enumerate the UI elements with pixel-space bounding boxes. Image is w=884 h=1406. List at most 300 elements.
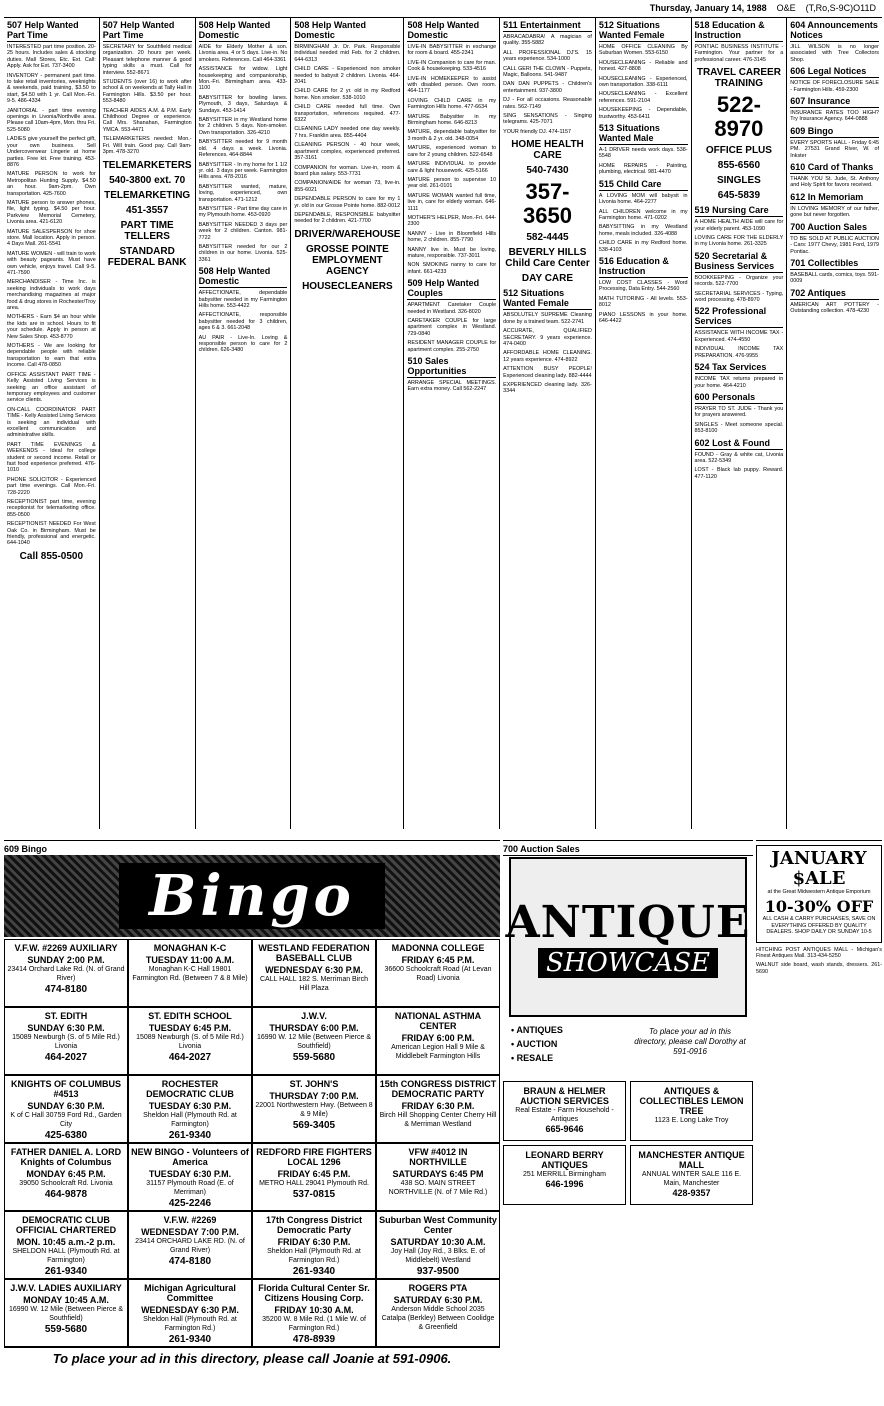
section-heading: 513 Situations Wanted Male (599, 123, 688, 145)
auction-listing-info: 251 MERRILL Birmingham (523, 1171, 606, 1178)
classified-ad: AFFECTIONATE, dependable babysitter needed in my Farmington Hills home. 553-4422 (198, 290, 288, 309)
antique-ad: WALNUT side board, wash stands, dressers. 261-5690 (756, 962, 882, 975)
classified-ad: DEPENDABLE, RESPONSIBLE babysitter needed for 2 children. 421-7700 (294, 211, 401, 225)
classified-ad: AMERICAN ART POTTERY - Outstanding collection. 478-4230 (790, 301, 879, 315)
bingo-phone: 569-3405 (292, 1120, 336, 1131)
showcase-word: SHOWCASE (538, 948, 718, 978)
classified-ad: HOUSECLEANING - Experienced, own transportation. 338-6111 (598, 75, 688, 89)
bingo-banner-word: Bingo (119, 863, 385, 929)
auction-listing-phone: 428-9357 (672, 1188, 711, 1198)
bingo-time: TUESDAY 11:00 A.M. (145, 955, 235, 965)
classified-ad: ACCURATE, QUALIFIED SECRETARY. 9 years experience. 474-0400 (503, 328, 592, 347)
classified-ad: NANNY - Live in Bloomfield Hills home, 2 children. 855-7790 (407, 230, 497, 244)
bingo-phone: 261-9340 (44, 1266, 88, 1277)
classified-ad: ASSISTANCE WITH INCOME TAX - Experienced. 474-4550 (694, 330, 784, 343)
bingo-footer-note: To place your ad in this directory, please call Joanie at 591-0906. (4, 1347, 500, 1369)
bingo-location: 15089 Newburgh (S. of 5 Mile Rd.) Livonia (12, 1034, 120, 1050)
classified-ad: AFFECTIONATE, responsible babysitter needed for 3 children, ages 6 & 3. 661-2048 (198, 312, 288, 332)
bingo-listing (252, 939, 376, 1007)
sale-store: at the Great Midwestern Antique Emporium (767, 889, 871, 895)
classified-ad: MATURE, experienced woman to care for 2 young children. 522-6548 (407, 145, 497, 158)
bingo-directory (4, 840, 500, 1368)
classified-ad: MATURE INDIVIDUAL to provide care & light housework. 425-5166 (407, 161, 497, 174)
classified-ad: HOUSECLEANING - Reliable and honest. 427-8808 (598, 59, 688, 73)
auction-listing-info: Real Estate - Farm Household - Antiques (515, 1107, 614, 1123)
auction-section-heading: 700 Auction Sales (503, 844, 753, 856)
display-ad-text: STANDARD FEDERAL BANK (107, 245, 187, 268)
bingo-listing (128, 1007, 252, 1075)
auction-listing (630, 1081, 753, 1141)
auction-note: To place your ad in this directory, please call Dorothy at 591-0916 (634, 1027, 746, 1056)
bingo-listing (376, 1075, 500, 1143)
bingo-host: MONAGHAN K-C (153, 943, 227, 953)
bingo-location: SHELDON HALL (Plymouth Rd. at Farmington) (12, 1248, 120, 1264)
section-heading: 612 In Memoriam (790, 192, 879, 204)
classified-ad: RESIDENT MANAGER COUPLE for apartment complex. 255-2750 (407, 340, 497, 353)
classified-ad: LIVE-IN HOMEKEEPER to assist with disabled person. Own room. 464-1177 (407, 75, 497, 95)
section-heading: 507 Help Wanted Part Time (103, 20, 192, 42)
classified-ad: DJ - For all occasions. Reasonable rates. 562-7149 (503, 97, 592, 110)
classified-ad: CARETAKER COUPLE for large apartment complex in Westland. 729-0840 (407, 318, 497, 337)
classified-ad: BABYSITTER in my Westland home for 2 children. 5 days. Non-smoker. Own transportation. 326-4210 (198, 117, 288, 136)
bingo-location: 16990 W. 12 Mile (Between Pierce & Southfield) (256, 1034, 371, 1050)
bingo-time: SATURDAY 10:30 A.M. (390, 1237, 486, 1247)
bingo-location: 36600 Schoolcraft Road (At Levan Road) Livonia (384, 966, 492, 982)
bingo-host: MADONNA COLLEGE (391, 943, 485, 953)
bingo-location: Sheldon Hall (Plymouth Rd. at Farmington) (143, 1112, 237, 1128)
auction-listing-info: ANNUAL WINTER SALE 116 E. Main, Manchester (641, 1171, 742, 1187)
classified-ad: LOW COST CLASSES - Word Processing, Data Entry. 544-2560 (598, 279, 688, 293)
display-ad-text: 582-4445 (526, 232, 569, 244)
sale-percent: 10-30% OFF (764, 897, 874, 917)
classified-ad: A HOME HEALTH AIDE will care for your elderly parent. 453-1090 (694, 219, 784, 232)
classified-ad: PHONE SOLICITOR - Experienced part time evenings. Call Mon.-Fri. 728-2220 (7, 476, 96, 496)
classified-ad: ATTENTION BUSY PEOPLE! Experienced cleaning lady. 882-4444 (503, 366, 592, 379)
bingo-time: TUESDAY 6:30 P.M. (148, 1169, 232, 1179)
display-ad-text: SINGLES (716, 175, 761, 187)
auction-bullet: • ANTIQUES (511, 1025, 563, 1035)
display-ad-text: 522-8970 (714, 92, 764, 142)
bingo-location: CALL HALL 182 S. Merriman Birch Hill Plaza (259, 976, 369, 992)
section-heading: 600 Personals (695, 392, 784, 404)
bingo-time: THURSDAY 6:00 P.M. (269, 1023, 359, 1033)
classified-ad: HOUSEKEEPING - Dependable, trustworthy. 453-6411 (598, 107, 688, 120)
section-heading: 604 Announcements Notices (790, 20, 878, 40)
bingo-host: DEMOCRATIC CLUB OFFICIAL CHARTERED (15, 1215, 117, 1235)
classified-ad: ON-CALL COORDINATOR PART TIME - Kelly Assisted Living Services is seeking an individual with excellent communication and administrative skills. (7, 406, 96, 439)
classified-column (596, 18, 692, 829)
classified-ad: NANNY live in. Must be loving, mature, responsible. 737-3011 (407, 246, 497, 259)
header-date: Thursday, January 14, 1988 (649, 3, 767, 13)
classified-ad: LIVE-IN Companion to care for man. Cook & housekeeping. 533-4516 (407, 59, 497, 73)
display-ad-text: DRIVER/WAREHOUSE (294, 228, 401, 240)
classified-ad: SING SENSATIONS - Singing telegrams. 425-7071 (503, 113, 592, 126)
classified-ad: SECRETARY for Southfield medical organization. 20 hours per week. Pleasant telephone manner & good typing skills a must. Call for interview. 552-8671 (102, 44, 192, 76)
bingo-location: 35200 W. 8 Mile Rd. (1 Mile W. of Farmington Rd.) (262, 1316, 366, 1332)
classified-ad: LOVING CHILD CARE in my Farmington Hills home. 477-6634 (407, 97, 497, 111)
bingo-host: J.W.V. (301, 1011, 327, 1021)
bingo-section-heading: 609 Bingo (4, 844, 500, 856)
bingo-location: American Legion Hall 9 Mile & Middlebelt Farmington Hills (391, 1044, 485, 1060)
display-ad-text: OFFICE PLUS (705, 145, 772, 157)
bingo-time: TUESDAY 6:30 P.M. (148, 1101, 232, 1111)
classified-ad: CHILD CARE for 2 yr. old in my Redford home. Non smoker. 538-1010 (294, 88, 401, 101)
section-heading: 610 Card of Thanks (790, 162, 879, 174)
classified-ad: PART TIME EVENINGS & WEEKENDS - Ideal for college student or second income. Retail or fast food experience preferred. 476-1010 (7, 441, 96, 474)
bingo-phone: 464-9878 (44, 1189, 88, 1200)
classified-ad: CHILD CARE in my Redford home. 538-4103 (598, 240, 688, 253)
classified-ad: BABYSITTER needed for our 2 children in our home. Livonia. 525-3361 (198, 243, 288, 263)
bingo-phone: 474-8180 (168, 1256, 212, 1267)
bingo-location: Sheldon Hall (Plymouth Rd. at Farmington Rd.) (267, 1248, 361, 1264)
classified-ad: OFFICE ASSISTANT PART TIME - Kelly Assisted Living Services is seeking an office assistant of temporary employees and customer service clients. (7, 371, 96, 404)
classified-column (196, 18, 292, 829)
bingo-time: SUNDAY 6:30 P.M. (27, 1023, 105, 1033)
section-heading: 700 Auction Sales (790, 222, 879, 234)
classified-ad: BABYSITTER wanted, mature, loving, experienced, own transportation. 471-1212 (198, 183, 288, 203)
classified-ad: CLEANING PERSON - 40 hour week, apartment complex, experienced preferred. 357-3161 (294, 142, 401, 162)
bingo-listing (376, 939, 500, 1007)
classified-column (500, 18, 596, 829)
classified-ad: BABYSITTER - In my home for 1 1/2 yr. old. 3 days per week. Farmington Hills area. 478-2016 (198, 161, 288, 181)
section-heading: 508 Help Wanted Domestic (199, 266, 288, 288)
bingo-host: V.F.W. #2269 (163, 1215, 217, 1225)
classified-ad: PRAYER TO ST. JUDE - Thank you for prayers answered. (694, 405, 784, 419)
antique-showcase-banner (505, 857, 751, 1017)
classified-ad: NOTICE OF FORECLOSURE SALE - Farmington Hills. 459-2300 (790, 80, 879, 93)
display-ad-text: Call 855-0500 (19, 550, 84, 562)
section-heading: 509 Help Wanted Couples (407, 278, 496, 300)
classified-ad: CLEANING LADY needed one day weekly. 7 hrs. Franklin area. 855-4404 (294, 126, 401, 139)
bingo-listing (4, 1075, 128, 1143)
section-heading: 609 Bingo (790, 126, 879, 138)
bingo-host: ROCHESTER DEMOCRATIC CLUB (146, 1079, 234, 1099)
bingo-listing (376, 1279, 500, 1347)
display-ad-text: HOUSECLEANERS (302, 280, 393, 292)
classified-ad: BABYSITTER needed for 9 month old. 4 days a week. Livonia. References. 464-8844 (198, 139, 288, 159)
bingo-location: K of C Hall 30759 Ford Rd., Garden City (10, 1112, 122, 1128)
bingo-listing (4, 1279, 128, 1347)
section-heading: 602 Lost & Found (695, 438, 784, 450)
classified-column (404, 18, 500, 829)
bingo-location: Monaghan K-C Hall 19801 Farmington Rd. (Between 7 & 8 Mile) (132, 966, 248, 982)
bingo-host: REDFORD FIRE FIGHTERS LOCAL 1296 (256, 1147, 372, 1167)
bingo-time: WEDNESDAY 6:30 P.M. (265, 965, 363, 975)
section-heading: 702 Antiques (790, 288, 879, 300)
classified-ad: INDIVIDUAL INCOME TAX PREPARATION. 476-9955 (694, 346, 784, 359)
bingo-location: METRO HALL 29041 Plymouth Rd. (259, 1180, 369, 1187)
header-code: (T,Ro,S-9C)O11D (805, 3, 876, 13)
display-ad-text: TELEMARKETING (104, 189, 191, 201)
classified-ad: YOUR friendly DJ. 474-1157 (503, 128, 572, 135)
bingo-listing (4, 1211, 128, 1279)
classified-ad: ASSISTANCE for widow. Light housekeeping and companionship, Mon.-Fri. Birmingham area. 433-1100 (198, 66, 288, 92)
bingo-location: Sheldon Hall (Plymouth Rd. at Farmington Rd.) (143, 1316, 237, 1332)
display-ad-text: 540-3800 ext. 70 (109, 174, 186, 186)
classified-ad: AIDE for Elderly Mother & son. Livonia area. 4 or 5 days. Live-in. No smokers. References. Call 464-3361 (198, 44, 288, 63)
january-sale-ad (756, 845, 882, 943)
bingo-host: 15th CONGRESS DISTRICT DEMOCRATIC PARTY (379, 1079, 497, 1099)
bingo-location: 22001 Northwestern Hwy. (Between 8 & 9 Mile) (255, 1102, 373, 1118)
bingo-host: 17th Congress District Democratic Party (265, 1215, 363, 1235)
section-heading: 516 Education & Instruction (599, 256, 688, 278)
classified-ad: BABYSITTER - Part time day care in my Plymouth home. 453-0920 (198, 205, 288, 219)
section-heading: 524 Tax Services (695, 362, 784, 374)
bingo-listing (128, 1279, 252, 1347)
auction-listing (503, 1081, 626, 1141)
bingo-host: V.F.W. #2269 AUXILIARY (14, 943, 118, 953)
classified-column (291, 18, 404, 829)
bingo-listing (128, 1075, 252, 1143)
bingo-time: FRIDAY 10:30 A.M. (274, 1305, 354, 1315)
bingo-host: J.W.V. LADIES AUXILIARY (10, 1283, 122, 1293)
classified-ad: A LOVING MOM will babysit in Livonia home. 464-2277 (598, 192, 688, 206)
bingo-phone: 559-5680 (44, 1324, 88, 1335)
classified-ad: LADIES give yourself the perfect gift, your own business. Sell Undercoverwear Lingerie at home parties. Free kit. Free training. 453-8876 (7, 136, 96, 168)
classified-ad: DEPENDABLE PERSON to care for my 1 yr. old in our Grosse Pointe home. 882-0012 (294, 196, 401, 209)
display-ad-text: HOME HEALTH CARE (511, 139, 584, 162)
antique-ad: HITCHING POST ANTIQUES MALL - Michigan's Finest Antiques Mall. 313-434-5250 (756, 946, 882, 960)
auction-listing-phone: 646-1996 (545, 1179, 584, 1189)
bingo-time: FRIDAY 6:45 P.M. (277, 1169, 351, 1179)
classified-ad: ALL CHILDREN welcome in my Farmington home. 471-0202 (598, 208, 688, 221)
classified-ad: LIVE-IN BABYSITTER in exchange for room & board. 455-2341 (407, 44, 497, 57)
classified-column (100, 18, 196, 829)
bingo-time: MONDAY 6:45 P.M. (26, 1169, 106, 1179)
auction-bullet: • AUCTION (511, 1039, 558, 1049)
display-ad-text: TELEMARKETERS (102, 159, 192, 171)
classified-ad: CHILD CARE - Experienced non smoker needed to babysit 2 children. Livonia. 464-2041 (294, 66, 401, 86)
bingo-time: WEDNESDAY 6:30 P.M. (141, 1305, 239, 1315)
bingo-host: WESTLAND FEDERATION BASEBALL CLUB (258, 943, 370, 963)
classified-ad: FOUND - Gray & white cat, Livonia area. 522-5349 (694, 451, 784, 464)
classified-ad: AU PAIR - Live-In. Loving & responsible person to care for 2 children. 626-3480 (198, 334, 288, 354)
bingo-location: 39050 Schoolcraft Rd. Livonia (19, 1180, 113, 1187)
auction-listing (503, 1145, 626, 1205)
classified-ad: SECRETARIAL SERVICES - Typing, word processing. 478-8970 (694, 290, 784, 304)
display-ad-text: GROSSE POINTE EMPLOYMENT AGENCY (305, 243, 389, 277)
section-heading: 510 Sales Opportunities (407, 356, 496, 378)
bingo-host: ROGERS PTA (408, 1283, 468, 1293)
section-heading: 508 Help Wanted Domestic (407, 20, 496, 42)
classified-ad: MATURE Babysitter in my Birmingham home. 646-8213 (407, 113, 497, 127)
header-paper: O&E (776, 3, 796, 13)
display-ad-text: 357-3650 (523, 179, 572, 229)
display-ad-text: 645-5839 (717, 190, 761, 202)
classified-ad: MATURE, dependable babysitter for 3 month & 2 yr. old. 348-0054 (407, 129, 497, 142)
bingo-location: Birch Hill Shopping Center Cherry Hill & Merriman Westland (379, 1112, 497, 1128)
classified-column (4, 18, 100, 829)
bingo-banner (4, 855, 500, 937)
bingo-time: FRIDAY 6:45 P.M. (401, 955, 475, 965)
display-ad-text: TRAVEL CAREER TRAINING (696, 67, 781, 90)
classified-ad: INTERESTED part time position. 20-25 hours. Includes sales & stocking duties. Mall Stores, Etc. Ext. Call: Apply. Ask for Ext. 737-3400 (7, 44, 96, 70)
bingo-time: SUNDAY 2:00 P.M. (27, 955, 105, 965)
auction-listing (630, 1145, 753, 1205)
bingo-location: 23414 Orchard Lake Rd. (N. of Grand River) (7, 966, 125, 982)
section-heading: 508 Help Wanted Domestic (294, 20, 400, 42)
classified-ad: JILL WILSON is no longer associated with Tree Collectors Shop. (790, 44, 879, 63)
bingo-listing (4, 939, 128, 1007)
auction-ads (503, 1081, 753, 1205)
classified-ad: ABRACADABRA! A magician of quality. 355-5882 (503, 34, 592, 47)
section-heading: 520 Secretarial & Business Services (695, 251, 784, 273)
classified-ad: HOUSECLEANING - Excellent references. 591-2104 (598, 91, 688, 104)
bingo-grid (4, 939, 500, 1347)
classified-ad: PONTIAC BUSINESS INSTITUTE - Farmington. Your partner for a professional career. 476-3145 (694, 44, 784, 63)
bingo-host: KNIGHTS OF COLUMBUS #4513 (11, 1079, 121, 1099)
right-ads (756, 947, 882, 976)
bingo-phone: 474-8180 (44, 984, 88, 995)
bingo-listing (252, 1211, 376, 1279)
bingo-host: FATHER DANIEL A. LORD Knights of Columbus (10, 1147, 122, 1167)
bingo-host: Michigan Agricultural Committee (144, 1283, 236, 1303)
auction-listing-info: 1123 E. Long Lake Troy (654, 1117, 729, 1124)
classified-ad: BABYSITTING in my Westland home, meals included. 326-4088 (598, 224, 688, 237)
bingo-listing (252, 1143, 376, 1211)
sale-detail: ALL CASH & CARRY PURCHASES, SAVE ON EVERYTHING OFFERED BY QUALITY DEALERS. SHOP DAILY OR SUNDAY 10-5 (762, 916, 876, 936)
section-heading: 606 Legal Notices (790, 66, 879, 78)
classified-ad: CHILD CARE needed full time. Own transportation, references required. 477-6322 (294, 104, 401, 124)
classified-ad: MOTHERS - Earn $4 an hour while the kids are in school. Hours to fit your schedule. Apply in person at New Sales Shop. 453-8770 (7, 314, 96, 340)
bingo-location: 31157 Plymouth Road (E. of Merriman) (146, 1180, 234, 1196)
classified-ad: ALL PROFESSIONAL DJ'S. 15 years experience. 534-1000 (503, 49, 592, 63)
section-heading: 511 Entertainment (503, 20, 592, 32)
classified-ad: HOME OFFICE CLEANING By Suburban Women. 553-6150 (598, 44, 688, 57)
classified-ad: MERCHANDISER - Time Inc. is seeking individuals to work days merchandising magazines at major food & drug stores in Rochester/Troy area. (7, 279, 96, 312)
bingo-host: Suburban West Community Center (379, 1215, 497, 1235)
bingo-listing (376, 1143, 500, 1211)
antique-showcase (503, 840, 753, 1368)
bingo-phone: 478-8939 (292, 1334, 336, 1345)
section-heading: 607 Insurance (790, 96, 879, 108)
classified-ad: MATURE SALESPERSON for shoe store. Mall location. Apply in person. 4 Days Mall. 261-5541 (7, 228, 96, 248)
classifieds-columns (4, 17, 882, 829)
section-heading: 522 Professional Services (695, 306, 784, 328)
classified-ad: BOOKKEEPING - Organize your records. 522-7700 (694, 274, 784, 288)
section-heading: 519 Nursing Care (695, 205, 784, 217)
bingo-listing (252, 1279, 376, 1347)
auction-bullet: • RESALE (511, 1053, 554, 1063)
bingo-time: MON. 10:45 a.m.-2 p.m. (16, 1237, 116, 1247)
bingo-location: 438 SO. MAIN STREET NORTHVILLE (N. of 7 Mile Rd.) (388, 1180, 488, 1196)
bingo-phone: 425-6380 (44, 1130, 88, 1141)
bingo-host: VFW #4012 IN NORTHVILLE (408, 1147, 468, 1167)
classified-ad: INSURANCE RATES TOO HIGH? Try Insurance Agency. 644-0888 (790, 110, 879, 123)
classified-ad: AFFORDABLE HOME CLEANING. 12 years experience. 474-8922 (503, 350, 592, 363)
classified-ad: MOTHERS - We are looking for dependable people with reliable transportation to earn that extra income. Call 478-0850 (7, 343, 96, 369)
classified-ad: LOVING CARE FOR THE ELDERLY in my Livonia home. 261-3325 (694, 235, 784, 248)
bingo-host: NATIONAL ASTHMA CENTER (394, 1011, 482, 1031)
bingo-time: SUNDAY 6:30 P.M. (27, 1101, 105, 1111)
classified-ad: RECEPTIONIST part time, evening receptionist for telemarketing office. 855-0500 (7, 499, 96, 518)
classified-ad: TEACHER AIDES A.M. & P.M. Early Childhood Degree or experience. Call Mrs. Shanahan, Farmington YMCA. 553-4471 (102, 107, 192, 133)
bingo-location: Anderson Middle School 2035 Catalpa (Berkley) Between Coolidge & Greenfield (381, 1306, 495, 1331)
display-ad-text: 855-6560 (717, 160, 761, 172)
classified-ad: BASEBALL cards, comics, toys. 591-0009 (790, 271, 879, 285)
classified-ad: LOST - Black lab puppy. Reward. 477-1120 (694, 467, 784, 480)
classified-ad: COMPANION/AIDE for woman 73, live-in. 855-6021 (294, 180, 401, 193)
classified-ad: MOTHER'S HELPER, Mon.-Fri. 644-2300 (407, 214, 497, 228)
classified-ad: JANITORIAL - part time evening openings in Livonia/Northville area. Please call 10am-4pm, Mon. thru Fri. 525-5080 (7, 107, 96, 133)
section-heading: 515 Child Care (599, 179, 688, 191)
classified-ad: STUDENTS (over 16) to work after school & on weekends at Tally Hall in Farmington Hills. $3.50 per hour. 553-8480 (102, 79, 192, 105)
bingo-phone: 464-2027 (168, 1052, 212, 1063)
classified-column (692, 18, 788, 829)
bingo-listing (4, 1143, 128, 1211)
bingo-time: FRIDAY 6:30 P.M. (277, 1237, 351, 1247)
section-heading: 508 Help Wanted Domestic (199, 20, 288, 42)
classified-ad: EVERY SPORTS HALL - Friday 6:45 PM. 27531 Grand River, W. of Inkster (790, 139, 879, 159)
auction-listing-name: LEONARD BERRY ANTIQUES (525, 1150, 604, 1170)
auction-listing-name: BRAUN & HELMER AUCTION SERVICES (520, 1086, 609, 1106)
bingo-listing (4, 1007, 128, 1075)
bingo-phone: 261-9340 (292, 1266, 336, 1277)
bingo-host: ST. EDITH SCHOOL (148, 1011, 232, 1021)
classified-ad: ARRANGE SPECIAL MEETINGS. Earn extra money. Call 562-2247 (407, 380, 497, 393)
bingo-time: FRIDAY 6:00 P.M. (401, 1033, 475, 1043)
classified-ad: TO BE SOLD AT PUBLIC AUCTION - Cars: 1977 Chevy, 1981 Ford, 1979 Pontiac. (790, 235, 879, 255)
bingo-listing (252, 1075, 376, 1143)
bingo-time: SATURDAY 6:30 P.M. (393, 1295, 483, 1305)
bingo-time: FRIDAY 6:30 P.M. (401, 1101, 475, 1111)
classified-ad: MATURE WOMAN wanted full time, live in, care for elderly woman. 646-1111 (407, 192, 497, 212)
section-heading: 512 Situations Wanted Female (503, 288, 592, 310)
bingo-listing (128, 1211, 252, 1279)
auction-listing-name: MANCHESTER ANTIQUE MALL (638, 1150, 745, 1170)
bingo-listing (128, 1143, 252, 1211)
classified-ad: ABSOLUTELY SUPREME Cleaning done by a trained team. 522-2741 (503, 312, 592, 325)
page-header (0, 0, 884, 16)
display-ad-text: BEVERLY HILLS Child Care Center (505, 247, 590, 270)
classified-ad: A-1 DRIVER needs work days. 538-5548 (598, 147, 688, 160)
classified-ad: MATURE WOMEN - will train to work with beauty pageants. Must have own vehicle, enjoys travel. Call 9-5. 471-7590 (7, 250, 96, 276)
bingo-host: ST. EDITH (44, 1011, 88, 1021)
bingo-phone: 261-9340 (168, 1130, 212, 1141)
classified-ad: COMPANION for woman. Live-in, room & board plus salary. 553-7731 (294, 164, 401, 177)
bingo-host: NEW BINGO - Volunteers of America (131, 1147, 249, 1167)
classified-ad: BIRMINGHAM Jr. Dr. Park. Responsible individual needed mid Feb. for 2 children. 644-6313 (294, 44, 401, 63)
bingo-host: ST. JOHN'S (289, 1079, 339, 1089)
section-heading: 512 Situations Wanted Female (599, 20, 688, 42)
bingo-host: Florida Cultural Center Sr. Citizens Housing Corp. (258, 1283, 370, 1303)
classified-ad: MATURE person to supervise 10 year old. 261-0101 (407, 176, 497, 190)
classified-ad: MATH TUTORING - All levels. 553-8012 (598, 295, 688, 309)
bingo-listing (252, 1007, 376, 1075)
display-ad-text: 540-7430 (526, 165, 569, 177)
classified-ad: BABYSITTER for bowling lanes. Plymouth, 3 days, Saturdays & Sundays. 453-1414 (198, 94, 288, 114)
classified-ad: THANK YOU St. Jude, St. Anthony and Holy Spirit for favors received. (790, 176, 879, 189)
classified-ad: NON SMOKING nanny to care for infant. 661-4233 (407, 262, 497, 275)
auction-bullets (511, 1023, 631, 1065)
bingo-phone: 559-5680 (292, 1052, 336, 1063)
bingo-location: 16990 W. 12 Mile (Between Pierce & Southfield) (8, 1306, 123, 1322)
classified-column (787, 18, 882, 829)
antique-sale-column (756, 840, 882, 1368)
bingo-time: THURSDAY 7:00 P.M. (269, 1091, 359, 1101)
sale-heading: JANUARY $ALE (771, 848, 867, 889)
display-ad-text: DAY CARE (521, 273, 574, 285)
classified-ad: IN LOVING MEMORY of our father, gone but never forgotten. (790, 205, 879, 219)
auction-listing-name: ANTIQUES & COLLECTIBLES LEMON TREE (639, 1086, 744, 1116)
section-heading: 507 Help Wanted Part Time (7, 20, 96, 42)
classified-ad: EXPERIENCED cleaning lady. 326-3344 (503, 381, 592, 395)
auction-listing-phone: 665-9646 (545, 1124, 584, 1134)
display-ad-text: 451-3557 (126, 204, 169, 216)
classified-ad: BABYSITTER NEEDED 3 days per week for 2 children. Canton. 981-7722 (198, 221, 288, 241)
classified-ad: MATURE person to answer phones, file, light typing. $4.50 per hour. Parkview Memorial Cemetery, Livonia area. 421-6120 (7, 199, 96, 226)
classified-ad: APARTMENT Caretaker Couple needed in Westland. 326-8020 (407, 302, 497, 315)
